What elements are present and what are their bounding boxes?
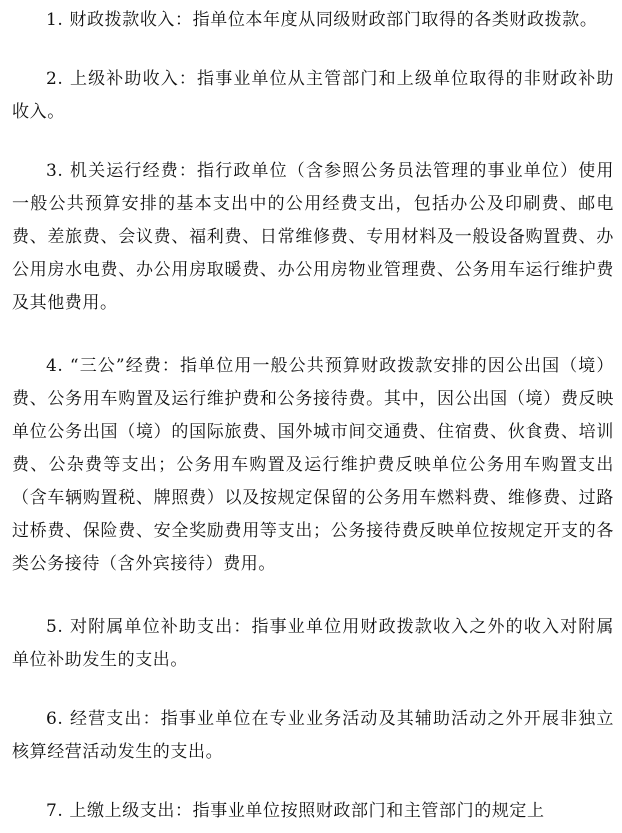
paragraph-subsidiary-subsidy-expenses: 5. 对附属单位补助支出：指事业单位用财政拨款收入之外的收入对附属单位补助发生的支出。 [12, 617, 614, 670]
paragraph-superior-subsidy-income: 2. 上级补助收入：指事业单位从主管部门和上级单位取得的非财政补助收入。 [12, 69, 614, 122]
paragraph-fiscal-appropriation-income: 1. 财政拨款收入：指单位本年度从同级财政部门取得的各类财政拨款。 [46, 10, 598, 30]
paragraph-three-public-expenses: 4. “三公”经费：指单位用一般公共预算财政拨款安排的因公出国（境）费、公务用车购置及运行维护费和公务接待费。其中，因公出国（境）费反映单位公务出国（境）的国际旅费、国外城市间交通费、住宿费、伙食费、培训费、公杂费等支出；公务用车购置及运行维护费反映单位公务用车购置支出（含车辆购置税、牌照费）以及按规定保留的公务用车燃料费、维修费、过路过桥费、保险费、安全奖励费用等支出；公务接待费反映单位按规定开支的各类公务接待（含外宾接待）费用。 [12, 356, 614, 574]
paragraph-gap [12, 129, 614, 155]
paragraph-gap [12, 37, 614, 63]
paragraph-gap [12, 677, 614, 703]
paragraph-operating-expenses: 6. 经营支出：指事业单位在专业业务活动及其辅助活动之外开展非独立核算经营活动发生的支出。 [12, 709, 614, 762]
document-page [12, 0, 614, 828]
paragraph-superior-remittance-expenses: 7. 上缴上级支出：指事业单位按照财政部门和主管部门的规定上 [46, 801, 545, 821]
paragraph-gap [12, 581, 614, 611]
paragraph-gap [12, 769, 614, 795]
paragraph-agency-operating-expenses: 3. 机关运行经费：指行政单位（含参照公务员法管理的事业单位）使用一般公共预算安排的基本支出中的公用经费支出，包括办公及印刷费、邮电费、差旅费、会议费、福利费、日常维修费、专用材料及一般设备购置费、办公用房水电费、办公用房取暖费、办公用房物业管理费、公务用车运行维护费及其他费用。 [12, 161, 614, 313]
paragraph-gap [12, 320, 614, 350]
